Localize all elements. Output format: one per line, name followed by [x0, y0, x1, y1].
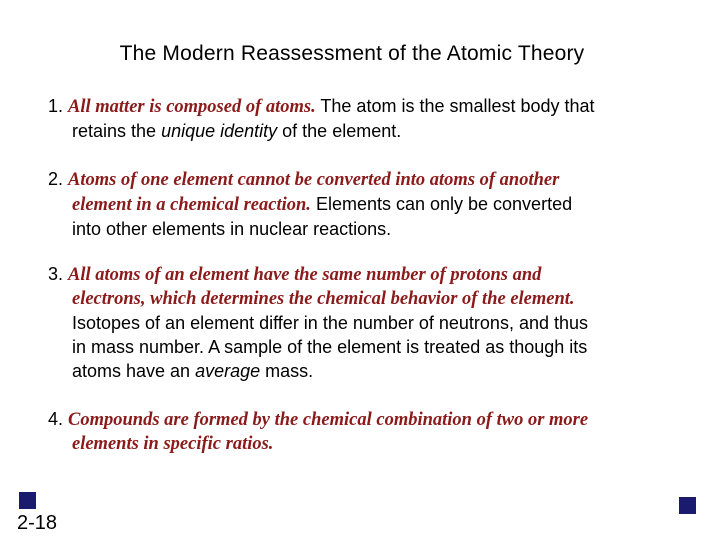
item-text: mass. — [260, 361, 314, 381]
item-emphasis: Atoms of one element cannot be converted into atoms of another — [68, 170, 560, 190]
page-number: 2-18 — [17, 512, 58, 534]
item-emphasis: All matter is composed of atoms. — [68, 97, 316, 117]
list-item-1 — [48, 94, 668, 143]
item-italic: average — [195, 361, 261, 381]
list-item-3 — [48, 262, 668, 383]
item-emphasis: element in a chemical reaction. — [72, 195, 311, 215]
item-emphasis: elements in specific ratios. — [72, 434, 274, 454]
item-number: 4. — [48, 409, 64, 429]
item-number: 1. — [48, 96, 64, 116]
item-emphasis: electrons, which determines the chemical behavior of the element. — [72, 289, 575, 309]
item-italic: unique identity — [161, 121, 278, 141]
list-item-4 — [48, 407, 668, 456]
item-text: into other elements in nuclear reactions. — [72, 219, 392, 239]
item-text: The atom is the smallest body that — [315, 96, 595, 116]
item-number: 2. — [48, 169, 64, 189]
item-number: 3. — [48, 264, 64, 284]
decorative-square-left — [19, 492, 36, 509]
item-text: of the element. — [277, 121, 402, 141]
item-emphasis: Compounds are formed by the chemical combination of two or more — [68, 410, 589, 430]
item-text: Elements can only be converted — [310, 194, 573, 214]
item-text: retains the — [72, 121, 162, 141]
item-emphasis: All atoms of an element have the same number of protons and — [68, 265, 542, 285]
decorative-square-right — [679, 497, 696, 514]
item-text: Isotopes of an element differ in the number of neutrons, and thus — [72, 313, 588, 333]
item-text: atoms have an — [72, 361, 196, 381]
list-item-2 — [48, 167, 668, 241]
slide-title: The Modern Reassessment of the Atomic Theory — [119, 42, 585, 65]
item-text: in mass number. A sample of the element is treated as though its — [72, 337, 588, 357]
